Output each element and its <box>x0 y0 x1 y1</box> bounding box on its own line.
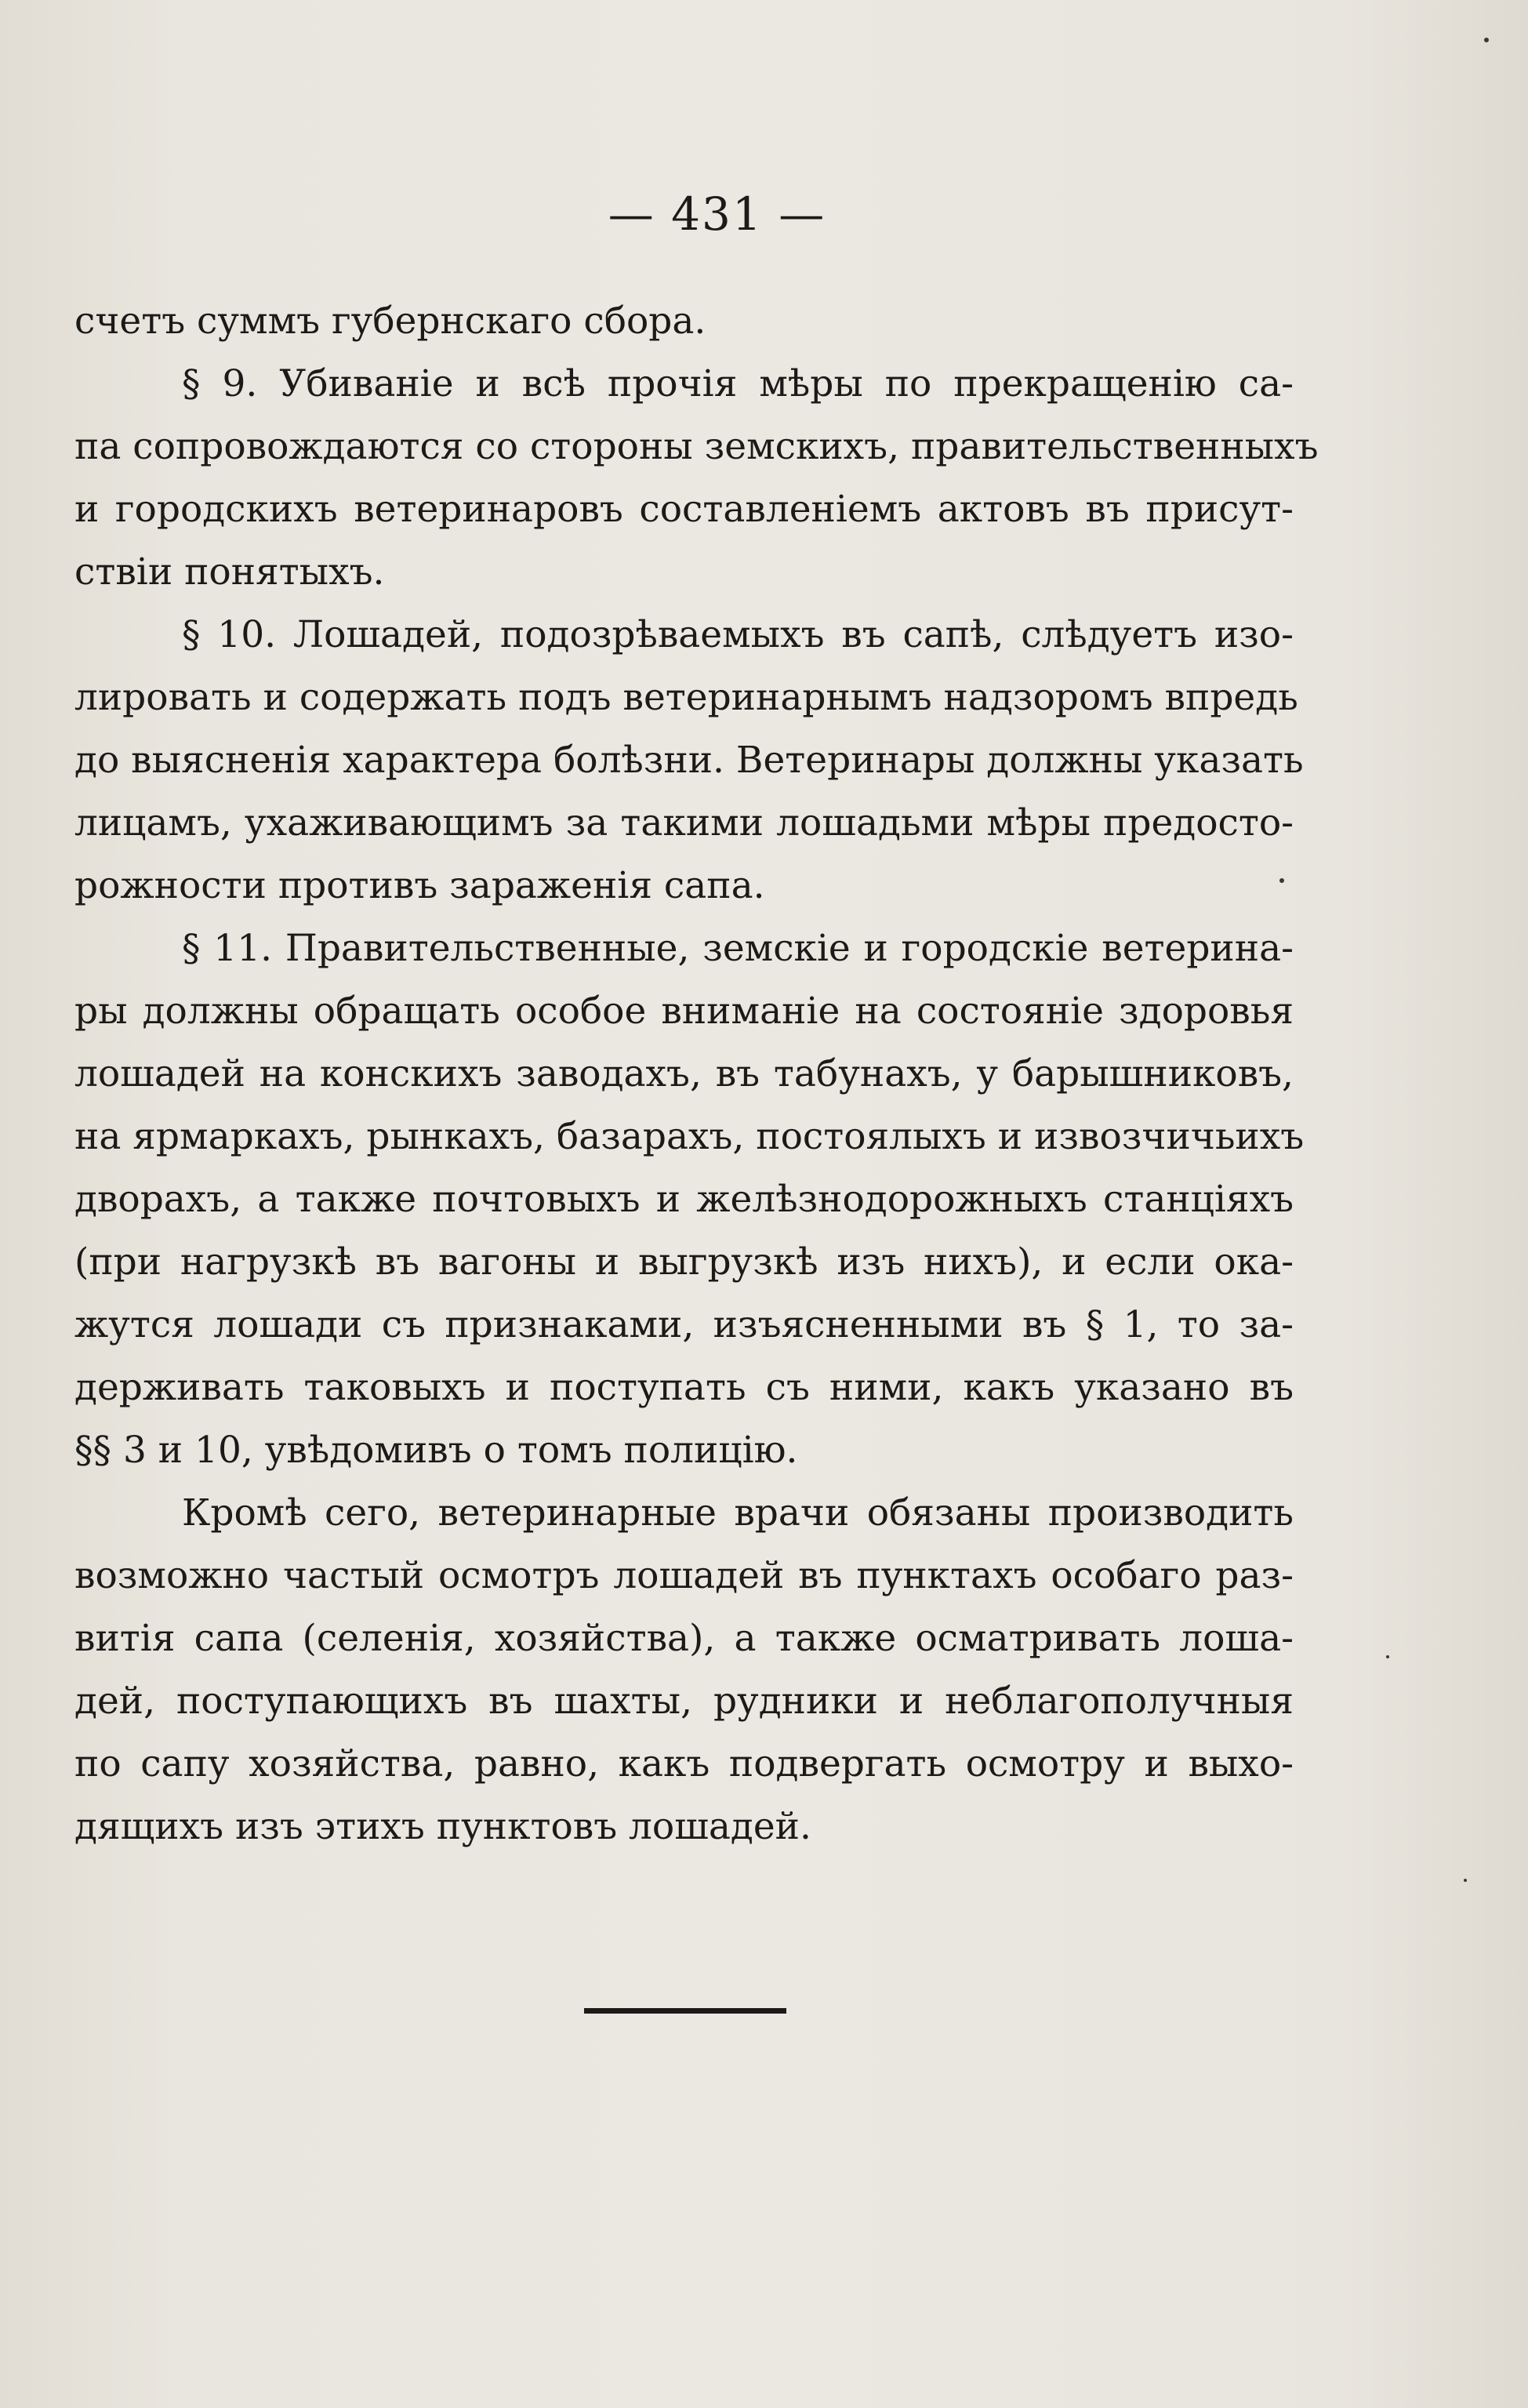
page-number: 431 <box>671 187 763 241</box>
text-line: дворахъ, а также почтовыхъ и желѣзнодорожныхъ станцiяхъ <box>74 1178 1294 1221</box>
text-line: и городскихъ ветеринаровъ составленiемъ актовъ въ присут- <box>74 488 1294 531</box>
section-10-first-line: § 10. Лошадей, подозрѣваемыхъ въ сапѣ, слѣдуетъ изо- <box>182 613 1294 656</box>
text-line: §§ 3 и 10, увѣдомивъ о томъ полицiю. <box>74 1429 798 1472</box>
text-line: по сапу хозяйства, равно, какъ подвергать осмотру и выхо- <box>74 1742 1294 1785</box>
paper-speck <box>1484 38 1489 42</box>
paper-speck <box>1464 1879 1467 1882</box>
header-dash-left: — <box>608 187 655 241</box>
text-line: (при нагрузкѣ въ вагоны и выгрузкѣ изъ нихъ), и если ока- <box>74 1240 1294 1284</box>
text-line: рожности противъ зараженiя сапа. <box>74 864 765 907</box>
end-rule <box>584 2008 786 2014</box>
text-line: дящихъ изъ этихъ пунктовъ лошадей. <box>74 1805 811 1848</box>
text-line: лицамъ, ухаживающимъ за такими лошадьми мѣры предосто- <box>74 801 1294 844</box>
text-line: лировать и содержать подъ ветеринарнымъ надзоромъ впредь <box>74 676 1298 719</box>
section-9-first-line: § 9. Убиванiе и всѣ прочiя мѣры по прекращенiю са- <box>182 362 1294 405</box>
text-line: до выясненiя характера болѣзни. Ветеринары должны указать <box>74 739 1304 782</box>
text-line: держивать таковыхъ и поступать съ ними, какъ указано въ <box>74 1366 1294 1409</box>
text-line: жутся лошади съ признаками, изъясненными въ § 1, то за- <box>74 1303 1294 1346</box>
text-line: па сопровождаются со стороны земскихъ, правительственныхъ <box>74 425 1319 468</box>
text-line: на ярмаркахъ, рынкахъ, базарахъ, постоялыхъ и извозчичьихъ <box>74 1115 1305 1158</box>
text-line: ры должны обращать особое вниманiе на состоянiе здоровья <box>74 990 1294 1033</box>
paragraph-first-line: Кромѣ сего, ветеринарные врачи обязаны производить <box>182 1491 1294 1535</box>
paper-speck <box>1386 1655 1389 1658</box>
section-11-first-line: § 11. Правительственные, земскiе и городскiе ветерина- <box>182 927 1294 970</box>
text-line: лошадей на конскихъ заводахъ, въ табунахъ, у барышниковъ, <box>74 1052 1294 1095</box>
header-dash-right: — <box>779 187 826 241</box>
text-line: ствiи понятыхъ. <box>74 550 385 594</box>
paper-speck <box>1279 878 1284 883</box>
text-line: витiя сапа (селенiя, хозяйства), а также осматривать лоша- <box>74 1617 1294 1660</box>
page-header <box>0 187 1481 242</box>
text-line: возможно частый осмотръ лошадей въ пунктахъ особаго раз- <box>74 1554 1294 1597</box>
body-text <box>74 290 1319 1858</box>
text-line: дей, поступающихъ въ шахты, рудники и неблагополучныя <box>74 1680 1294 1723</box>
text-line: счетъ суммъ губернскаго сбора. <box>74 300 706 343</box>
